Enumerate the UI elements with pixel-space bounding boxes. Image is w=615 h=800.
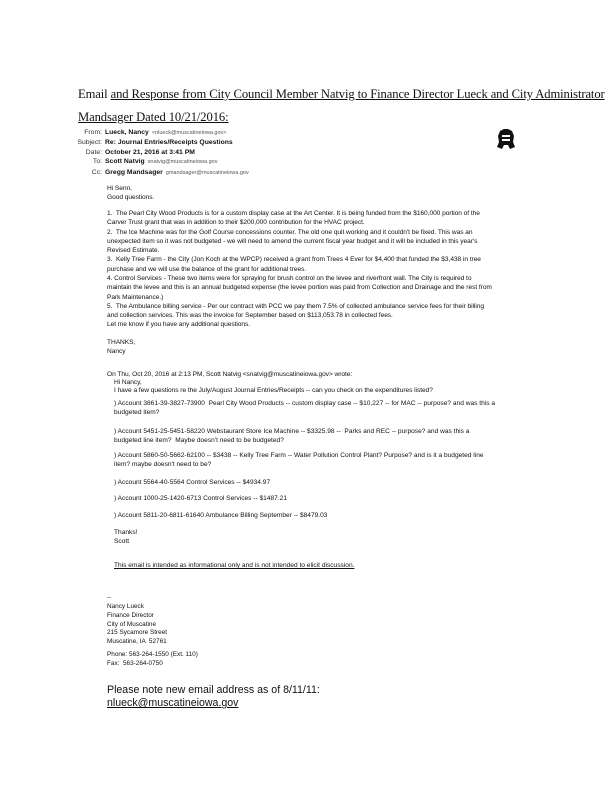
to-label: To:: [92, 158, 102, 166]
account-item: ) Account 5451-25-5451-58220 Webstaurant Store Ice Machine -- $3325.98 -- Parks and REC -- purpose? and was this a budgeted line item? Maybe doesn't need to be budgeted?: [114, 428, 470, 444]
cc-row: [58, 168, 249, 178]
account-item: ) Account 5811-20-6811-61640 Ambulance Billing September -- $8479.03: [114, 512, 328, 519]
account-item: ) Account 3861-39-3827-73900 Pearl City Wood Products -- custom display case -- $10,227 -- for MAC -- purpose? and was this a budgeted item?: [114, 400, 496, 416]
reply-greeting: Hi Senn, Good questions.: [107, 185, 155, 202]
title-plain: Email: [78, 87, 111, 101]
to-name: Scott Natvig: [105, 158, 145, 166]
account-item: ) Account 1000-25-1420-6713 Control Services -- $1487.21: [114, 495, 288, 502]
reply-signoff: THANKS, Nancy: [107, 339, 136, 356]
date-label: Date:: [85, 148, 102, 156]
reply-items: 1. The Pearl City Wood Products is for a custom display case at the Art Center. It is being funded from the $160,000 portion of the Carver Trust grant that was in addition to their $200,000 contribution for the HVAC project. 2. The Ice Machine was for the Golf Course concessions counter. The old one quit working and it couldn't be fixed. This was an unexpected item so it was not budgeted - we will need to amend the current fiscal year budget and it will be included in this year's Revised Estimate. 3. Kelly Tree Farm - the City (Jon Koch at the WPCP) received a grant from Trees 4 Ever for $4,400 that funded the $3,438 in tree purchase and we will use the balance of the grant for additional trees. 4. Control Services - These two items were for spraying for brush control on the levee and riverfront wall. The City is required to maintain the levee and this is an annual budgeted expense (the levee portion was paid from Collection and Drainage and the rest from Park Maintenance.) 5. The Ambulance billing service - Per our contract with PCC we pay them 7.5% of collected ambulance service fees for their billing and collection services. This was the invoice for September based on $113,053.78 in collected fees.: [107, 210, 492, 320]
subject-row: [58, 138, 249, 147]
title-underlined: and Response from City Council Member Natvig to Finance Director Lueck and City Administrator: [110, 87, 605, 101]
avatar-icon: [496, 128, 516, 150]
email-change-notice: Please note new email address as of 8/11/11:: [107, 684, 320, 696]
quoted-greeting: Hi Nancy, I have a few questions re the July/August Journal Entries/Receipts -- can you check on the expenditures listed?: [114, 379, 433, 394]
cc-address: gmandsager@muscatineiowa.gov: [165, 169, 249, 176]
account-item: ) Account 5564-40-5564 Control Services -- $4934.97: [114, 479, 271, 486]
cc-label: Cc:: [91, 168, 102, 176]
account-item: ) Account 5860-50-5662-62100 -- $3438 -- Kelly Tree Farm -- Water Pollution Control Plant? Purpose? and is it a budgeted line item? maybe doesn't need to be?: [114, 452, 484, 468]
document-title-line1: [78, 87, 605, 102]
date-value: October 21, 2016 at 3:41 PM: [105, 148, 195, 156]
reply-closing: Let me know if you have any additional questions.: [107, 321, 251, 328]
to-address: snatvig@muscatineiowa.gov: [147, 159, 218, 166]
document-title-line2: Mandsager Dated 10/21/2016:: [78, 110, 229, 124]
from-name: Lueck, Nancy: [105, 129, 149, 136]
signature-contact: Phone: 563-264-1550 (Ext. 110) Fax: 563-264-0750: [107, 651, 198, 667]
date-row: [58, 148, 249, 157]
from-row: [58, 128, 249, 138]
email-link[interactable]: nlueck@muscatineiowa.gov: [107, 697, 239, 709]
signature-separator: --: [107, 594, 112, 601]
subject-value: Re: Journal Entries/Receipts Questions: [105, 139, 233, 147]
disclaimer: This email is intended as informational only and is not intended to elicit discussion.: [114, 562, 355, 569]
subject-label: Subject:: [77, 139, 102, 147]
to-row: [58, 157, 249, 167]
from-address: <nlueck@muscatineiowa.gov>: [151, 130, 227, 136]
quoted-thanks: Thanks! Scott: [114, 529, 138, 545]
cc-name: Gregg Mandsager: [105, 168, 163, 176]
quoted-intro: On Thu, Oct 20, 2016 at 2:13 PM, Scott Natvig <snatvig@muscatineiowa.gov> wrote:: [107, 371, 353, 378]
email-header: [58, 128, 249, 178]
signature-block: Nancy Lueck Finance Director City of Muscatine 215 Sycamore Street Muscatine, IA 52761: [107, 603, 168, 646]
from-label: From:: [84, 129, 102, 136]
